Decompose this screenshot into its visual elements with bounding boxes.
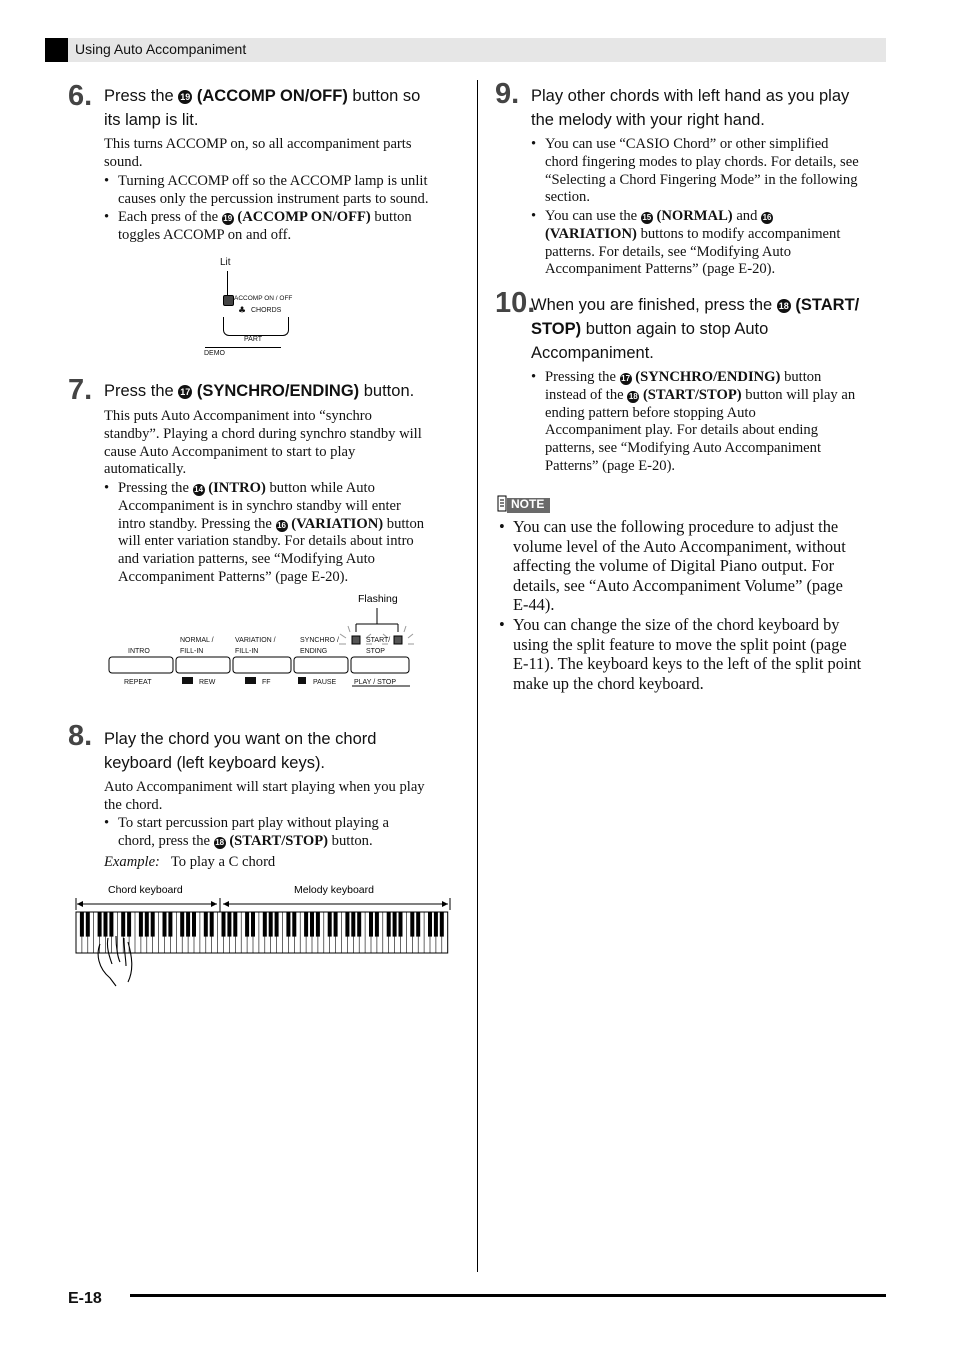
black-key [275, 912, 279, 937]
black-key [328, 912, 332, 937]
stop-label: STOP [366, 648, 385, 655]
step-6-number: 6. [68, 80, 93, 112]
step-8-title [104, 727, 376, 775]
text-bold: (NORMAL) [656, 208, 733, 224]
note-label: NOTE [511, 497, 545, 511]
black-key [86, 912, 90, 937]
text-bold: (START/STOP) [229, 832, 329, 849]
step-6-bullet-1 [104, 173, 478, 209]
black-key [245, 912, 249, 937]
text-line: E-44). [513, 595, 555, 614]
step-9-number: 9. [495, 78, 520, 110]
accomp-button-shape [223, 317, 289, 336]
rew-label: REW [199, 679, 216, 686]
black-key [151, 912, 155, 937]
step-6-title-pre: Press the [104, 87, 174, 105]
arrow-head [223, 901, 229, 907]
black-key [387, 912, 391, 937]
button-14-icon: 14 [194, 485, 204, 494]
fill-in-label: FILL-IN [235, 648, 259, 655]
black-key [233, 912, 237, 937]
text-span: button [374, 209, 412, 225]
text-line: patterns. For details, see “Modifying Auto [545, 243, 792, 260]
step-10-title [531, 293, 859, 365]
chord-keyboard-label: Chord keyboard [108, 884, 183, 896]
black-key [440, 912, 444, 937]
black-key [334, 912, 338, 937]
text-bold: (ACCOMP ON/OFF) [237, 209, 371, 225]
step-6-title-bold: (ACCOMP ON/OFF) [196, 87, 348, 105]
start-stop-button [351, 657, 409, 673]
step-8-example [104, 854, 275, 872]
text-line: E-11). The keyboard keys to the left of the split point [513, 654, 862, 673]
step-10-title-pre: When you are finished, press the [531, 296, 773, 314]
step-10-bullet [531, 369, 890, 476]
black-key [168, 912, 172, 937]
keyboard-body [76, 912, 448, 953]
accomp-panel-figure [200, 255, 300, 360]
bullet-icon: • [104, 173, 110, 189]
flashing-label: Flashing [358, 593, 398, 605]
note-badge [495, 493, 555, 520]
chords-icon: ♣ [238, 306, 247, 316]
black-key [269, 912, 273, 937]
black-key [304, 912, 308, 937]
header-marker [45, 38, 68, 62]
text-line: Accompaniment Patterns” (page E-20). [118, 568, 349, 585]
black-key [434, 912, 438, 937]
text-line: and variation patterns, see “Modifying Auto [118, 551, 375, 568]
step-9-title-line2: the melody with your right hand. [531, 111, 765, 129]
step-7-title-post: button. [363, 382, 415, 400]
text-line: volume level of the Auto Accompaniment, without [513, 536, 846, 556]
text-line: causes only the percussion instrument parts to sound. [118, 190, 429, 207]
black-key [393, 912, 397, 937]
bullet-icon: • [104, 815, 110, 831]
black-key [80, 912, 84, 937]
section-title: Using Auto Accompaniment [75, 41, 247, 57]
step-8-number: 8. [68, 720, 93, 752]
black-key [357, 912, 361, 937]
step-8-bullet [104, 815, 478, 851]
button-17-icon: 17 [180, 387, 191, 397]
button-15-icon: 15 [642, 213, 652, 222]
step-10-title-line3: Accompaniment. [531, 344, 654, 362]
text-bold: (START/STOP) [642, 386, 742, 403]
button-19-icon: 19 [223, 214, 233, 223]
note-bullet-2 [499, 615, 893, 693]
text-line: the chord. [104, 796, 163, 813]
text-span: Pressing the [118, 480, 189, 496]
ff-label: FF [262, 679, 271, 686]
button-17-icon: 17 [621, 374, 631, 383]
text-span: button while Auto [269, 480, 375, 496]
black-key [399, 912, 403, 937]
black-key [180, 912, 184, 937]
demo-label: DEMO [204, 350, 225, 357]
example-label: Example: [104, 854, 160, 870]
button-19-icon: 19 [180, 92, 191, 102]
normal-label: NORMAL / [180, 637, 214, 644]
accomp-buttons-figure [100, 588, 430, 693]
step-7-title [104, 379, 414, 403]
start-label: START/ [366, 637, 391, 644]
black-key [139, 912, 143, 937]
button-18-icon: 18 [628, 391, 638, 401]
text-span: instead of the [545, 386, 624, 403]
text-line: “Selecting a Chord Fingering Mode” in the following [545, 171, 858, 188]
bullet-icon: • [499, 615, 505, 634]
black-key [104, 912, 108, 937]
text-bold: (INTRO) [208, 480, 266, 496]
black-key [227, 912, 231, 937]
step-10-number: 10. [495, 287, 536, 319]
bullet-icon: • [499, 517, 505, 536]
text-span: and [736, 208, 758, 224]
text-line: patterns, see “Modifying Auto Accompaniment [545, 440, 822, 457]
button-18-icon: 18 [778, 301, 789, 311]
melody-keyboard-label: Melody keyboard [294, 884, 374, 896]
text-line: details, see “Auto Accompaniment Volume” (page [513, 575, 843, 595]
black-key [351, 912, 355, 937]
black-key [369, 912, 373, 937]
step-8-title-line2: keyboard (left keyboard keys). [104, 754, 326, 772]
text-line: Accompaniment Patterns” (page E-20). [545, 261, 776, 278]
footer-rule [130, 1294, 886, 1297]
black-key [163, 912, 167, 937]
text-line: will enter variation standby. For details about intro [118, 533, 414, 550]
keyboard-keys [76, 912, 448, 953]
button-18-icon: 18 [215, 837, 225, 847]
text-line: standby”. Playing a chord during synchro standby will [104, 425, 422, 442]
text-line: automatically. [104, 461, 187, 478]
black-key [210, 912, 214, 937]
text-line: Accompaniment is in synchro standby will enter [118, 497, 401, 514]
black-key [145, 912, 149, 937]
text-bold: (SYNCHRO/ENDING) [635, 369, 781, 385]
text-span: button [784, 369, 822, 385]
black-key [316, 912, 320, 937]
text-span: intro standby. Pressing the [118, 515, 272, 532]
arrow-head [211, 901, 217, 907]
step-7-title-bold: (SYNCHRO/ENDING) [196, 382, 360, 400]
black-key [109, 912, 113, 937]
step-6-title-post: button so [352, 87, 421, 105]
column-divider [477, 80, 478, 1272]
text-span: Each press of the [118, 209, 219, 225]
black-key [127, 912, 131, 937]
black-key [416, 912, 420, 937]
black-key [186, 912, 190, 937]
black-key [192, 912, 196, 937]
step-7-bullet [104, 480, 478, 587]
normal-button [176, 657, 230, 673]
step-9-title-line1: Play other chords with left hand as you play [531, 87, 850, 105]
black-key [286, 912, 290, 937]
step-10-title-post: button again to stop Auto [585, 320, 769, 338]
black-key [292, 912, 296, 937]
accomp-lamp-icon [223, 295, 234, 306]
black-key [375, 912, 379, 937]
start-lamp-icon [394, 636, 402, 644]
accomp-label: ACCOMP ON / OFF [234, 295, 293, 302]
black-key [310, 912, 314, 937]
button-16-icon: 16 [762, 213, 772, 222]
panel-line [205, 347, 281, 348]
text-line: cause Auto Accompaniment to start to play [104, 443, 356, 460]
text-line: sound. [104, 153, 143, 170]
step-7-intro [104, 408, 474, 479]
step-9-title [531, 84, 849, 132]
step-7-number: 7. [68, 374, 93, 406]
black-key [345, 912, 349, 937]
step-7-title-pre: Press the [104, 382, 174, 400]
variation-label: VARIATION / [235, 637, 276, 644]
pause-icon [298, 677, 306, 684]
intro-button [109, 657, 173, 673]
text-bold: (VARIATION) [545, 225, 637, 242]
text-span: You can use the [545, 208, 638, 224]
text-line: chord fingering modes to play chords. For details, see [545, 153, 859, 170]
ending-label: ENDING [300, 648, 328, 655]
text-span: chord, press the [118, 832, 210, 849]
text-line: ending pattern before stopping Auto [545, 404, 756, 421]
synchro-label: SYNCHRO / [300, 637, 339, 644]
text-line: section. [545, 189, 590, 206]
step-8-intro [104, 779, 474, 815]
bullet-icon: • [531, 369, 537, 385]
text-line: toggles ACCOMP on and off. [118, 226, 292, 243]
text-span: Pressing the [545, 369, 616, 385]
step-6-bullet-2 [104, 209, 478, 245]
repeat-label: REPEAT [124, 679, 152, 686]
text-line: You can use the following procedure to adjust the [513, 517, 839, 536]
chords-label: CHORDS [251, 307, 282, 314]
black-key [222, 912, 226, 937]
text-line: Turning ACCOMP off so the ACCOMP lamp is unlit [118, 173, 428, 189]
bullet-icon: • [104, 480, 110, 496]
text-line: Accompaniment play. For details about ending [545, 422, 819, 439]
black-key [428, 912, 432, 937]
step-9-bullet-2 [531, 208, 890, 279]
button-16-icon: 16 [277, 520, 287, 530]
text-line: Patterns” (page E-20). [545, 457, 676, 474]
example-text: To play a C chord [170, 854, 276, 870]
text-span: button. [331, 832, 373, 849]
text-line: You can use “CASIO Chord” or other simplified [545, 136, 829, 152]
variation-button [233, 657, 291, 673]
text-line: make up the chord keyboard. [513, 673, 704, 693]
bullet-icon: • [531, 136, 537, 152]
bullet-icon: • [531, 208, 537, 224]
text-span: button will play an [745, 386, 856, 403]
step-6-title-line2: its lamp is lit. [104, 111, 199, 129]
black-key [121, 912, 125, 937]
text-line: Auto Accompaniment will start playing when you play [104, 779, 425, 795]
bullet-icon: • [104, 209, 110, 225]
text-line: This puts Auto Accompaniment into “synchro [104, 408, 372, 424]
fill-in-label: FILL-IN [180, 648, 204, 655]
ff-icon [245, 677, 256, 684]
note-bullet-1 [499, 517, 893, 615]
step-6-title [104, 84, 420, 132]
step-10-title-bold2: STOP) [531, 320, 582, 338]
arrow-head [442, 901, 448, 907]
arrow-head [77, 901, 83, 907]
rew-icon [182, 677, 193, 684]
black-key [251, 912, 255, 937]
text-line: To start percussion part play without playing a [118, 815, 389, 831]
pause-label: PAUSE [313, 679, 337, 686]
text-line: This turns ACCOMP on, so all accompaniment parts [104, 136, 412, 152]
play-stop-label: PLAY / STOP [354, 679, 397, 686]
black-key [263, 912, 267, 937]
lit-pointer-line [227, 271, 228, 297]
step-9-bullet-1 [531, 136, 890, 207]
keyboard-figure [70, 878, 460, 990]
intro-label: INTRO [128, 648, 150, 655]
text-line: You can change the size of the chord keyboard by [513, 615, 840, 634]
synchro-button [294, 657, 348, 673]
text-span: buttons to modify accompaniment [640, 225, 841, 242]
step-8-title-line1: Play the chord you want on the chord [104, 730, 377, 748]
synchro-lamp-icon [352, 636, 360, 644]
step-6-intro [104, 136, 474, 172]
text-bold: (VARIATION) [291, 515, 384, 532]
black-key [98, 912, 102, 937]
black-key [410, 912, 414, 937]
black-key [204, 912, 208, 937]
page-number: E-18 [68, 1290, 102, 1307]
text-line: using the split feature to move the split point (page [513, 634, 847, 654]
part-label: PART [244, 336, 263, 343]
text-span: button [386, 515, 425, 532]
text-line: affecting the volume of Digital Piano output. For [513, 556, 835, 575]
lit-label: Lit [220, 257, 231, 268]
step-10-title-bold: (START/ [795, 296, 860, 314]
